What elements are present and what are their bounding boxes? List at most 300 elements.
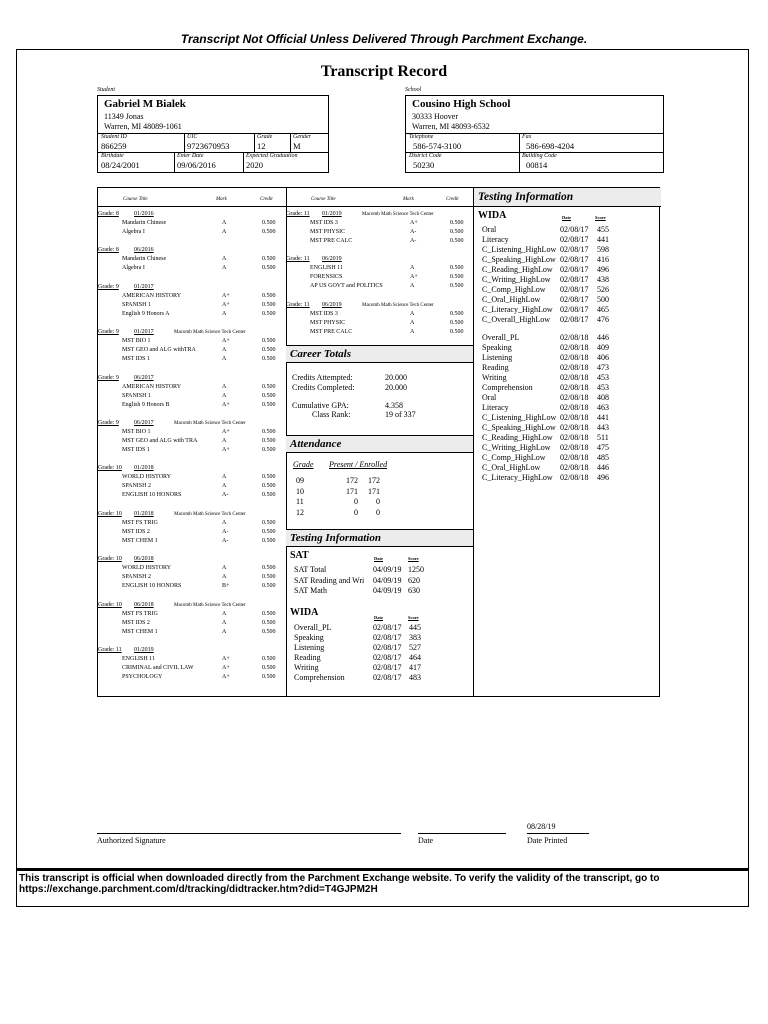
official-banner: Transcript Not Official Unless Delivered Through Parchment Exchange.: [180, 32, 588, 46]
test-date: 02/08/18: [560, 383, 589, 392]
test-score: 526: [597, 285, 609, 294]
course-title: SPANISH 1: [122, 392, 151, 399]
course-mark: A: [222, 438, 227, 444]
test-score: 383: [409, 633, 421, 642]
course-title: MST IDS 1: [122, 447, 150, 453]
test-score: 500: [597, 295, 609, 304]
test-score: 409: [597, 343, 609, 352]
col-mark-2: Mark: [403, 197, 414, 202]
test-name: C_Oral_HighLow: [482, 295, 541, 304]
student-section-label: Student: [97, 87, 115, 93]
date-printed-line: [527, 833, 589, 834]
test-name: C_Comp_HighLow: [482, 285, 546, 294]
course-mark: A+: [222, 401, 230, 408]
term-grade: Grade: 11: [286, 256, 310, 263]
term-grade: Grade: 11: [286, 211, 310, 217]
course-credit: 0.500: [450, 328, 464, 335]
testing-info-heading-mid: Testing Information: [286, 529, 473, 547]
test-score: 475: [597, 443, 609, 452]
course-title: MST IDS 3: [310, 310, 338, 317]
course-mark: A+: [410, 274, 418, 281]
course-credit: 0.500: [262, 537, 276, 544]
course-mark: A: [222, 392, 227, 399]
test-name: C_Reading_HighLow: [482, 265, 553, 274]
test-name: Reading: [294, 653, 321, 662]
test-name: Writing: [294, 663, 319, 672]
course-row: [98, 473, 286, 482]
course-credit: 0.500: [262, 265, 276, 272]
course-title: CRIMINAL and CIVIL LAW: [122, 665, 194, 671]
course-row: [286, 264, 473, 273]
course-credit: 0.500: [262, 674, 276, 680]
course-row: [98, 310, 286, 319]
test-name: SAT Math: [294, 586, 327, 595]
course-credit: 0.500: [262, 347, 276, 354]
course-row: [286, 319, 473, 328]
test-date: 02/08/18: [560, 363, 589, 372]
student-address-line1: 11349 Jonas: [104, 112, 144, 121]
course-mark: A: [222, 610, 227, 617]
test-name: C_Speaking_HighLow: [482, 255, 556, 264]
course-mark: A-: [222, 492, 229, 499]
test-score: 1250: [408, 565, 424, 574]
course-mark: A+: [222, 665, 230, 671]
course-mark: A: [222, 619, 227, 626]
course-credit: 0.500: [262, 447, 276, 453]
course-row: [98, 255, 286, 264]
course-title: MST PRE CALC: [310, 328, 353, 335]
course-row: [98, 573, 286, 582]
course-mark: A: [222, 347, 227, 354]
credits-completed-label: Credits Completed:: [292, 383, 355, 392]
course-mark: A: [222, 483, 227, 490]
attendance-present: 172: [346, 476, 358, 485]
course-credit: 0.500: [262, 628, 276, 635]
course-title: FORENSICS: [310, 274, 343, 281]
test-score: 445: [409, 623, 421, 632]
test-score: 620: [408, 575, 420, 585]
sat-score-head: Score: [408, 556, 419, 561]
term-date: 06/2017: [134, 374, 154, 381]
term-header: [98, 246, 286, 255]
credits-attempted-label: Credits Attempted:: [292, 373, 353, 382]
school-section-label: School: [405, 87, 422, 93]
term-date: 06/2016: [134, 247, 154, 254]
course-title: SPANISH 2: [122, 483, 151, 490]
course-mark: A: [222, 310, 227, 317]
district-code-label: District Code: [409, 153, 442, 159]
term-header: [98, 555, 286, 564]
col-credit: Credit: [260, 197, 273, 202]
course-credit: 0.500: [262, 256, 276, 263]
wida-date-head-right: Date: [562, 215, 571, 220]
course-credit: 0.500: [262, 310, 276, 317]
term-grade: Grade: 11: [286, 301, 310, 308]
term-center: Macomb Math Science Tech Center: [174, 511, 246, 517]
wida-score-head-right: Score: [595, 215, 606, 220]
course-row: [98, 673, 286, 682]
course-credit: 0.500: [262, 438, 276, 444]
course-row: [98, 346, 286, 355]
test-score: 527: [409, 643, 421, 652]
test-date: 02/08/18: [560, 403, 589, 412]
course-row: [98, 564, 286, 573]
term-center: Macomb Math Science Tech Center: [174, 330, 246, 336]
term-grade: Grade: 9: [98, 420, 119, 426]
course-title: WORLD HISTORY: [122, 474, 172, 481]
course-credit: 0.500: [450, 220, 464, 226]
term-grade: Grade: 10: [98, 510, 122, 517]
test-date: 02/08/17: [373, 663, 402, 672]
course-title: SPANISH 2: [122, 574, 151, 581]
school-address-line1: 30333 Hoover: [412, 112, 458, 121]
test-name: Comprehension: [482, 383, 533, 392]
student-address-line2: Warren, MI 48089-1061: [104, 122, 182, 131]
test-date: 02/08/18: [560, 413, 589, 422]
term-grade: Grade: 10: [98, 601, 122, 608]
course-credit: 0.500: [262, 401, 276, 408]
course-row: [286, 273, 473, 282]
test-date: 02/08/17: [560, 315, 589, 324]
course-credit: 0.500: [262, 429, 276, 435]
test-name: C_Speaking_HighLow: [482, 423, 556, 432]
test-name: C_Comp_HighLow: [482, 453, 546, 462]
course-mark: A: [222, 383, 227, 390]
class-rank-label: Class Rank:: [312, 410, 351, 419]
attendance-enrolled: 0: [376, 497, 380, 506]
test-score: 511: [597, 433, 609, 442]
course-row: [98, 664, 286, 673]
course-title: English 9 Honors A: [122, 310, 170, 317]
attendance-enrolled: 171: [368, 486, 380, 496]
course-row: [98, 628, 286, 637]
test-score: 416: [597, 255, 609, 264]
grade-label: Grade: [257, 134, 273, 140]
term-date: 01/2017: [134, 329, 154, 336]
course-row: [98, 610, 286, 619]
credits-completed-value: 20.000: [385, 383, 407, 392]
course-mark: A+: [222, 674, 230, 680]
term-grade: Grade: 8: [98, 247, 119, 254]
test-name: SAT Total: [294, 565, 327, 574]
term-header: [286, 255, 473, 264]
course-credit: 0.500: [262, 583, 276, 590]
building-code-label: Building Code: [522, 153, 557, 159]
term-date: 01/2016: [134, 211, 154, 217]
course-row: [98, 292, 286, 301]
test-score: 406: [597, 353, 609, 362]
wida-label-right: WIDA: [478, 210, 507, 221]
test-name: C_Listening_HighLow: [482, 245, 557, 254]
authorized-signature-label: Authorized Signature: [97, 836, 166, 845]
course-row: [98, 219, 286, 228]
course-title: MST BIO 1: [122, 429, 151, 435]
course-row: [286, 219, 473, 228]
course-title: MST CHEM 1: [122, 628, 158, 635]
course-mark: A+: [222, 301, 230, 308]
test-score: 408: [597, 393, 609, 402]
term-header: [98, 646, 286, 655]
term-date: 01/2019: [322, 211, 342, 217]
test-score: 485: [597, 453, 609, 462]
test-name: C_Literacy_HighLow: [482, 473, 553, 482]
test-name: SAT Reading and Wri: [294, 575, 365, 585]
test-date: 02/08/18: [560, 453, 589, 462]
course-title: MST CHEM 1: [122, 537, 158, 544]
course-title: AMERICAN HISTORY: [122, 383, 182, 390]
student-id-label: Student ID: [101, 134, 127, 140]
course-credit: 0.500: [450, 238, 464, 244]
test-date: 02/08/17: [560, 285, 589, 294]
test-date: 02/08/17: [560, 225, 589, 234]
attendance-present: 171: [346, 486, 358, 496]
course-title: MST IDS 3: [310, 220, 338, 226]
course-mark: A: [222, 519, 227, 526]
course-row: [98, 619, 286, 628]
course-credit: 0.500: [450, 310, 464, 317]
course-row: [98, 228, 286, 237]
student-id-row: [97, 134, 329, 153]
test-date: 02/08/18: [560, 463, 589, 472]
course-title: AP US GOVT and POLITICS: [310, 283, 383, 290]
term-center: Macomb Math Science Tech Center: [362, 302, 434, 308]
course-row: [98, 537, 286, 546]
credits-attempted-value: 20.000: [385, 373, 407, 382]
student-name: Gabriel M Bialek: [104, 98, 186, 110]
course-row: [98, 401, 286, 410]
course-mark: A: [222, 565, 227, 572]
course-row: [98, 446, 286, 455]
course-mark: A: [222, 229, 227, 235]
col-credit-2: Credit: [446, 197, 459, 202]
course-mark: A+: [222, 429, 230, 435]
test-score: 438: [597, 275, 609, 284]
school-address-box: [405, 95, 664, 134]
course-title: MST IDS 1: [122, 356, 150, 363]
test-name: Oral: [482, 225, 497, 234]
term-header: [98, 464, 286, 473]
test-date: 02/08/17: [560, 305, 589, 314]
test-date: 02/08/17: [560, 275, 589, 284]
school-address-line2: Warren, MI 48093-6532: [412, 122, 490, 131]
test-score: 464: [409, 653, 421, 662]
term-date: 06/2018: [134, 601, 154, 608]
enter-date-label: Enter Date: [177, 153, 204, 159]
test-score: 453: [597, 383, 609, 392]
student-address-box: [97, 95, 329, 134]
test-date: 02/08/18: [560, 353, 589, 362]
course-row: [286, 228, 473, 237]
test-name: Reading: [482, 363, 509, 372]
course-row: [98, 482, 286, 491]
course-mark: A: [222, 220, 227, 226]
term-header: [286, 210, 473, 219]
graduation-label: Expected Graduation: [246, 153, 298, 159]
test-score: 453: [597, 373, 609, 382]
attendance-heading: Attendance: [286, 435, 473, 453]
attendance-grade: 12: [296, 507, 304, 517]
term-header: [98, 510, 286, 519]
gpa-label: Cumulative GPA:: [292, 401, 349, 410]
course-row: [98, 301, 286, 310]
course-mark: A: [222, 265, 227, 272]
course-credit: 0.500: [262, 519, 276, 526]
test-date: 02/08/18: [560, 433, 589, 442]
col-course-title: Course Title: [123, 197, 148, 202]
birthdate-label: Birthdate: [101, 153, 124, 159]
test-score: 496: [597, 473, 609, 482]
uic-label: UIC: [187, 134, 198, 140]
test-score: 417: [409, 663, 421, 672]
course-mark: A: [410, 265, 415, 272]
course-credit: 0.500: [262, 301, 276, 308]
course-title: MST FS TRIG: [122, 519, 158, 526]
course-mark: A-: [222, 528, 229, 535]
test-date: 02/08/17: [560, 265, 589, 274]
school-phone-row: [405, 134, 664, 153]
test-name: Overall_PL: [482, 333, 520, 342]
building-code-value: 00814: [526, 160, 548, 170]
term-header: [98, 374, 286, 383]
test-name: Speaking: [294, 633, 324, 642]
test-date: 02/08/18: [560, 393, 589, 402]
test-score: 483: [409, 673, 421, 682]
signature-line: [97, 833, 401, 834]
course-mark: A+: [222, 447, 230, 453]
test-score: 476: [597, 315, 609, 324]
telephone-label: Telephone: [409, 134, 434, 140]
career-totals-heading: Career Totals: [286, 345, 473, 363]
course-credit: 0.500: [262, 392, 276, 399]
fax-label: Fax: [522, 134, 532, 140]
course-mark: A: [222, 574, 227, 581]
term-date: 01/2018: [134, 465, 154, 472]
test-score: 441: [597, 413, 609, 422]
course-credit: 0.500: [262, 483, 276, 490]
course-title: AMERICAN HISTORY: [122, 292, 182, 299]
course-row: [286, 237, 473, 246]
term-grade: Grade: 10: [98, 465, 122, 472]
course-credit: 0.500: [262, 610, 276, 617]
testing-info-heading-right: Testing Information: [474, 188, 661, 207]
date-printed-value: 08/28/19: [527, 822, 556, 831]
test-date: 04/09/19: [373, 575, 402, 585]
term-header: [98, 283, 286, 292]
test-date: 02/08/17: [373, 623, 402, 632]
course-credit: 0.500: [450, 229, 464, 235]
test-date: 04/09/19: [373, 586, 402, 595]
course-row: [98, 437, 286, 446]
term-grade: Grade: 9: [98, 374, 119, 381]
test-date: 02/08/18: [560, 333, 589, 342]
course-row: [286, 282, 473, 291]
course-mark: A: [410, 328, 415, 335]
test-name: Overall_PL: [294, 623, 332, 632]
course-mark: A+: [222, 292, 230, 299]
graduation-value: 2020: [246, 160, 263, 170]
gpa-value: 4.358: [385, 401, 403, 410]
course-mark: A: [222, 356, 227, 363]
course-title: ENGLISH 10 HONORS: [122, 583, 182, 590]
grade-value: 12: [257, 141, 266, 151]
term-center: Macomb Math Science Tech Center: [174, 602, 246, 608]
course-title: Mandarin Chinese: [122, 220, 167, 226]
wida-date-head-mid: Date: [374, 615, 383, 620]
test-date: 02/08/18: [560, 443, 589, 452]
term-date: 06/2017: [134, 420, 154, 426]
test-score: 446: [597, 333, 609, 342]
course-credit: 0.500: [262, 574, 276, 581]
course-row: [98, 264, 286, 273]
test-score: 496: [597, 265, 609, 274]
fax-value: 586-698-4204: [526, 141, 575, 151]
course-title: ENGLISH 10 HONORS: [122, 492, 182, 499]
test-score: 441: [597, 235, 609, 244]
course-credit: 0.500: [262, 338, 276, 345]
course-row: [98, 582, 286, 591]
test-date: 02/08/17: [373, 643, 402, 652]
course-credit: 0.500: [262, 665, 276, 671]
wida-label-mid: WIDA: [290, 607, 319, 618]
attendance-present: 0: [354, 507, 358, 517]
test-name: C_Writing_HighLow: [482, 275, 551, 284]
course-mark: A: [222, 628, 227, 635]
term-grade: Grade: 9: [98, 283, 119, 290]
course-title: MST PHYSIC: [310, 319, 346, 326]
test-score: 630: [408, 586, 420, 595]
date-printed-label: Date Printed: [527, 836, 568, 845]
transcript-grid: [97, 187, 660, 697]
course-title: WORLD HISTORY: [122, 565, 172, 572]
test-name: C_Overall_HighLow: [482, 315, 550, 324]
course-mark: B+: [222, 583, 230, 590]
test-name: Speaking: [482, 343, 512, 352]
course-row: [98, 528, 286, 537]
course-mark: A-: [222, 537, 229, 544]
course-title: MST BIO 1: [122, 338, 151, 345]
course-row: [98, 383, 286, 392]
gender-label: Gender: [293, 134, 311, 140]
term-center: Macomb Math Science Tech Center: [174, 421, 246, 426]
test-name: Oral: [482, 393, 497, 402]
term-center: Macomb Math Science Tech Center: [362, 212, 434, 217]
col-course-title-2: Course Title: [311, 197, 336, 202]
course-title: MST IDS 2: [122, 619, 150, 626]
course-title: MST PHYSIC: [310, 229, 346, 235]
term-date: 06/2019: [322, 256, 342, 263]
course-title: Algebra I: [122, 265, 145, 272]
test-score: 443: [597, 423, 609, 432]
test-date: 02/08/18: [560, 473, 589, 482]
test-score: 473: [597, 363, 609, 372]
course-row: [98, 491, 286, 500]
course-title: English 9 Honors B: [122, 401, 170, 408]
test-date: 02/08/17: [373, 633, 402, 642]
attendance-grade: 11: [296, 497, 304, 506]
attendance-col-present-enrolled: Present / Enrolled: [329, 460, 388, 469]
class-rank-value: 19 of 337: [385, 410, 416, 419]
course-title: MST IDS 2: [122, 528, 150, 535]
test-name: Comprehension: [294, 673, 345, 682]
course-row: [98, 655, 286, 664]
term-date: 01/2019: [134, 647, 154, 653]
course-credit: 0.500: [450, 319, 464, 326]
student-dates-row: [97, 153, 329, 173]
course-mark: A: [410, 310, 415, 317]
term-date: 01/2018: [134, 510, 154, 517]
test-score: 463: [597, 403, 609, 412]
birthdate-value: 08/24/2001: [101, 160, 140, 170]
